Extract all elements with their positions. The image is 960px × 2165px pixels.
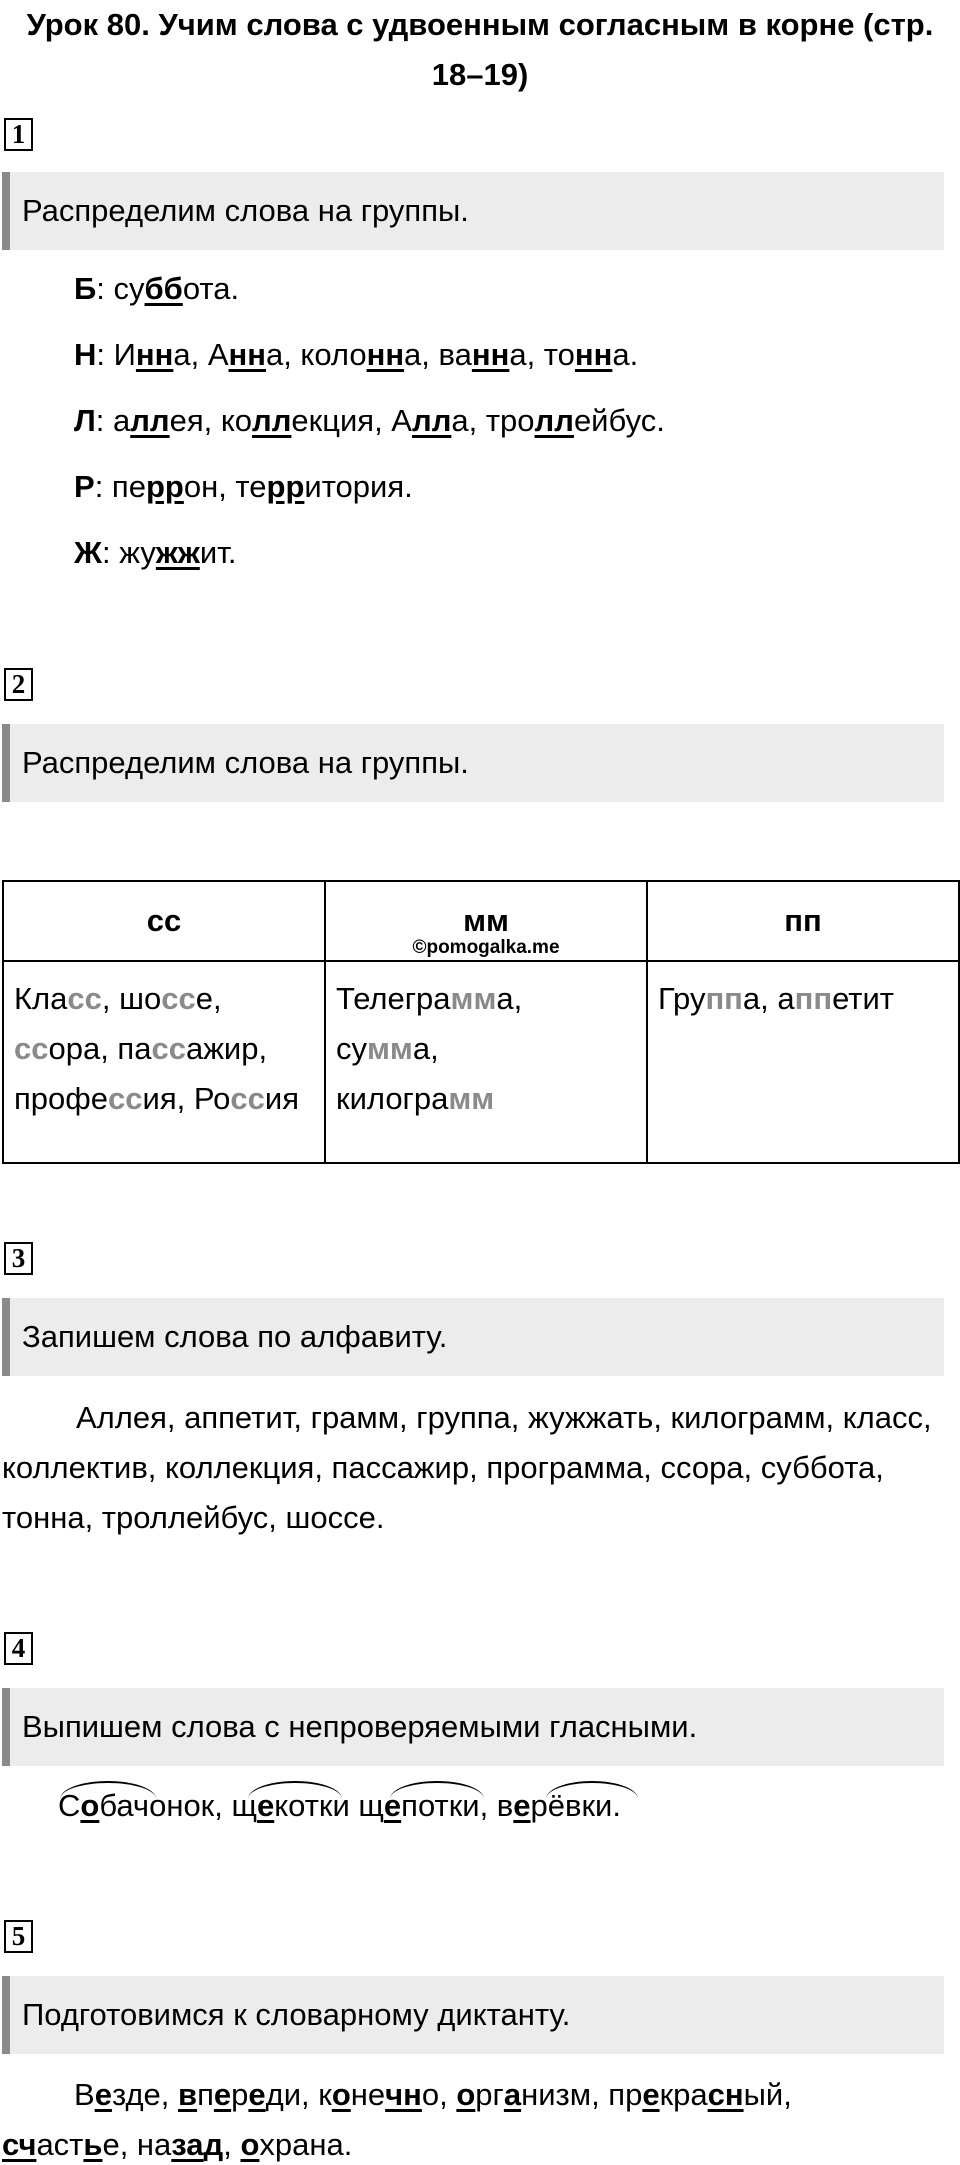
highlighted-letters: чн [385,2077,422,2112]
text-fragment: ия [264,1081,299,1116]
highlighted-letters: за [171,2127,204,2162]
text-fragment: килогра [336,1081,449,1116]
text-fragment: п [197,2077,214,2112]
table-header-row [3,881,959,961]
text-fragment: профе [14,1081,109,1116]
cell-pp [647,961,959,1163]
text-fragment: о, [421,2077,457,2112]
text-fragment: е, [195,981,222,1016]
cell-ss [3,961,325,1163]
text-fragment: рёвки. [530,1788,621,1823]
group-row [74,269,239,309]
text-fragment: ый, [743,2077,792,2112]
highlighted-letters: нн [228,337,266,372]
highlighted-letters: е [94,2077,112,2112]
text-fragment: С [58,1788,81,1823]
highlighted-letters: сн [707,2077,744,2112]
task-2-instruction: Распределим слова на группы. [2,724,944,802]
group-letter: Б [74,271,97,306]
highlighted-letters: сс [161,981,196,1016]
highlighted-letters: о [80,1788,100,1823]
text-fragment: : жу [102,535,156,570]
title-line-1: Урок 80. Учим слова с удвоенным согласным в корне (стр. [26,7,934,42]
highlighted-letters: нн [471,337,510,372]
task-5-instruction: Подготовимся к словарному диктанту. [2,1976,944,2054]
table-row [3,961,959,1163]
groups-table [2,880,960,1164]
text-fragment: : су [96,271,145,306]
highlighted-letters: а [503,2077,522,2112]
text-fragment: р [231,2077,249,2112]
root-arc [248,1781,342,1799]
highlighted-letters: жж [155,535,200,570]
text-fragment: а, тро [451,403,535,438]
highlighted-letters: е [256,1788,275,1823]
text-fragment: а, ва [404,337,472,372]
highlighted-letters: о [456,2077,476,2112]
title-line-2: 18–19) [431,57,529,92]
text-fragment: : а [95,403,131,438]
text-fragment: ажир, [185,1031,268,1066]
group-row [74,533,237,573]
highlighted-letters: нн [135,337,174,372]
highlighted-letters: е [513,1788,531,1823]
task-1-instruction: Распределим слова на группы. [2,172,944,250]
text-fragment: е, на [102,2127,172,2162]
highlighted-letters: нн [574,337,613,372]
highlighted-letters: в [178,2077,198,2112]
text-fragment: , [223,2127,241,2162]
task-number-5: 5 [4,1920,33,1953]
root-arc [546,1781,638,1799]
task-number-2: 2 [4,668,33,701]
task-number-1: 1 [4,118,33,151]
highlighted-letters: сс [108,1081,143,1116]
unchecked-vowels-line [58,1786,621,1826]
text-fragment: ит. [199,535,237,570]
watermark: ©pomogalka.me [412,937,560,958]
text-fragment: В [74,2077,95,2112]
text-fragment: бачонок, щ [99,1788,257,1823]
cell-line [14,1074,314,1124]
text-fragment: котки щ [274,1788,384,1823]
text-fragment: Телегра [336,981,451,1016]
highlighted-letters: пп [705,981,743,1016]
alphabetical-list: Аллея, аппетит, грамм, группа, жужжать, килограмм, класс, коллектив, коллекция, пассажир, программа, ссора, суббота, тонна, троллейбус, шоссе. [2,1400,932,1535]
page-title [0,0,960,100]
task-number-3: 3 [4,1242,33,1275]
text-fragment: екция, А [291,403,412,438]
root-arc [390,1781,484,1799]
highlighted-letters: бб [144,271,183,306]
highlighted-letters: о [240,2127,260,2162]
cell-mm [325,961,647,1163]
highlighted-letters: мм [448,1081,495,1116]
text-fragment: етит [832,981,895,1016]
header-pp: пп [647,881,959,961]
text-fragment: , шо [101,981,162,1016]
cell-line [658,974,948,1024]
text-fragment: ора, па [48,1031,152,1066]
highlighted-letters: сч [2,2127,37,2162]
text-fragment: а, то [509,337,575,372]
text-fragment: храна. [259,2127,353,2162]
cell-line [336,1024,636,1074]
highlighted-letters: рр [145,469,184,504]
highlighted-letters: лл [534,403,574,438]
text-fragment: а, А [173,337,229,372]
root-arc [60,1781,156,1799]
highlighted-letters: рр [266,469,305,504]
highlighted-letters: мм [450,981,497,1016]
text-fragment: ейбус. [573,403,665,438]
cell-line [336,1074,636,1124]
text-fragment: : И [96,337,136,372]
highlighted-letters: е [642,2077,660,2112]
dictation-line-2 [2,2125,352,2165]
highlighted-letters: о [331,2077,351,2112]
text-fragment: потки, в [401,1788,514,1823]
highlighted-letters: ь [83,2127,103,2162]
text-fragment: он, те [183,469,267,504]
highlighted-letters: лл [252,403,292,438]
group-letter: Л [74,403,96,438]
highlighted-letters: пп [794,981,833,1016]
highlighted-letters: лл [412,403,452,438]
text-fragment: а, а [742,981,795,1016]
group-row [74,467,413,507]
text-fragment: : пе [94,469,146,504]
text-fragment: не [350,2077,386,2112]
highlighted-letters: д [203,2127,224,2162]
header-ss: сс [3,881,325,961]
text-fragment: рг [475,2077,504,2112]
cell-line [14,1024,314,1074]
header-mm: мм ©pomogalka.me [325,881,647,961]
text-fragment: ея, ко [169,403,253,438]
text-fragment: а, [412,1031,439,1066]
text-fragment: низм, пр [521,2077,643,2112]
text-fragment: су [336,1031,367,1066]
group-letter: Р [74,469,95,504]
dictation-line-1 [74,2075,792,2115]
highlighted-letters: лл [130,403,170,438]
highlighted-letters: нн [366,337,405,372]
highlighted-letters: е [213,2077,232,2112]
text-fragment: зде, [111,2077,179,2112]
highlighted-letters: сс [67,981,102,1016]
task-number-4: 4 [4,1632,33,1665]
highlighted-letters: сс [230,1081,265,1116]
text-fragment: а. [612,337,639,372]
group-row [74,335,638,375]
text-fragment: итория. [304,469,413,504]
text-fragment: кра [659,2077,708,2112]
group-row [74,401,665,441]
group-letter: Н [74,337,97,372]
text-fragment: а, [496,981,523,1016]
cell-line [14,974,314,1024]
highlighted-letters: е [383,1788,402,1823]
cell-line [336,974,636,1024]
text-fragment: Кла [14,981,68,1016]
group-letter: Ж [74,535,103,570]
text-fragment: ди, к [265,2077,332,2112]
text-fragment: Гру [658,981,706,1016]
highlighted-letters: мм [367,1031,413,1066]
highlighted-letters: сс [151,1031,186,1066]
highlighted-letters: сс [14,1031,49,1066]
task-4-instruction: Выпишем слова с непроверяемыми гласными. [2,1688,944,1766]
text-fragment: ота. [182,271,240,306]
text-fragment: а, коло [265,337,367,372]
text-fragment: ия, Ро [142,1081,231,1116]
text-fragment: аст [36,2127,84,2162]
task-3-instruction: Запишем слова по алфавиту. [2,1298,944,1376]
highlighted-letters: е [248,2077,266,2112]
